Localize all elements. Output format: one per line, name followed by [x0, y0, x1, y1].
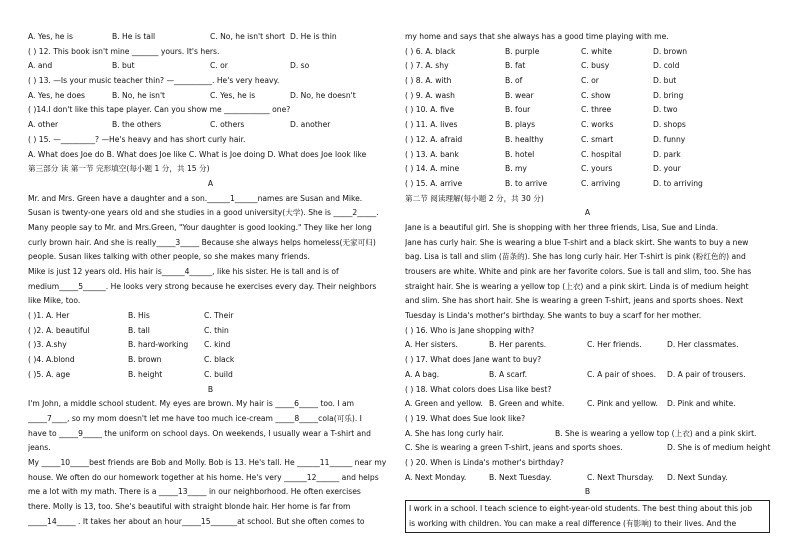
cloze-option: D. shops	[653, 120, 686, 130]
question-14: ( )14.I don't like this tape player. Can you show me ____________ one?	[28, 105, 291, 115]
cloze-option: C. or	[581, 76, 599, 86]
passage-line: straight hair. She is wearing a yellow top (上衣) and a pink skirt. Linda is of medium height	[405, 281, 749, 291]
passage-line: _____7____, so my mom doesn't let me have too much ice-cream _____8_____cola(可乐). I	[28, 413, 362, 423]
cloze-option: ( )5. A. age	[28, 369, 71, 379]
question-20: ( ) 20. When is Linda's mother's birthday?	[405, 457, 564, 467]
cloze-item	[28, 309, 393, 324]
question-17: ( ) 17. What does Jane want to buy?	[405, 355, 542, 365]
right-column	[405, 30, 770, 533]
cloze-option: ( )3. A.shy	[28, 340, 67, 350]
option-b: B. No, he isn't	[112, 90, 166, 100]
option-c: C. Pink and yellow.	[587, 399, 658, 409]
option-d: D. A pair of trousers.	[667, 369, 746, 379]
option-a: A. She has long curly hair.	[405, 428, 504, 438]
options-row: A. What does Joe do B. What does Joe like C. What is Joe doing D. What does Joe look like	[28, 149, 367, 159]
passage-line: Mr. and Mrs. Green have a daughter and a son.______1______names are Susan and Mike.	[28, 193, 363, 203]
passage-line: Tuesday is Linda's mother's birthday. She wants to buy a scarf for her mother.	[405, 311, 702, 321]
cloze-option: B. healthy	[505, 134, 544, 144]
passage-line: my home and says that she always has a good time playing with me.	[405, 32, 669, 41]
question-18: ( ) 18. What colors does Lisa like best?	[405, 384, 552, 394]
cloze-option: C. smart	[581, 134, 614, 144]
option-b: B. but	[112, 61, 135, 71]
cloze-item	[405, 133, 770, 148]
passage-line: Jane has curly hair. She is wearing a blue T-shirt and a black skirt. She wants to buy a new	[405, 237, 749, 247]
options-row	[28, 118, 393, 133]
cloze-option: ( ) 12. A. afraid	[405, 134, 463, 144]
cloze-option: ( ) 7. A. shy	[405, 61, 449, 71]
passage-label: B	[207, 384, 214, 394]
passage-line: Many people say to Mr. and Mrs.Green, "Your daughter is good looking." They like her long	[28, 222, 372, 232]
cloze-option: C. black	[204, 355, 235, 365]
cloze-item	[28, 324, 393, 339]
option-c: C. others	[210, 120, 245, 130]
options-row	[405, 338, 770, 353]
option-b: B. Next Tuesday.	[489, 472, 552, 482]
cloze-option: B. brown	[128, 355, 162, 365]
cloze-option: ( )4. A.blond	[28, 355, 75, 365]
passage-line: people. Susan likes talking with other people, so she makes many friends.	[28, 252, 310, 262]
passage-line: medium_____5______. He looks very strong because he exercises every day. Their neighbors	[28, 281, 377, 291]
passage-line: curly brown hair. And she is really_____3_____ Because she always helps homeless(无家可归)	[28, 237, 376, 247]
question-19: ( ) 19. What does Sue look like?	[405, 413, 526, 423]
passage-line: have to _____9_____ the uniform on school days. On weekends, I usually wear a T-shirt and	[28, 428, 371, 438]
cloze-option: ( ) 14. A. mine	[405, 164, 460, 174]
passage-label: A	[207, 178, 214, 188]
option-d: D. so	[290, 61, 310, 71]
cloze-option: D. to arriving	[653, 178, 703, 188]
option-c: C. Yes, he is	[210, 90, 256, 100]
question-12: ( ) 12. This book isn't mine _______ yours. It's hers.	[28, 46, 220, 56]
passage-label: A	[584, 208, 591, 218]
cloze-item	[405, 118, 770, 133]
cloze-option: ( ) 6. A. black	[405, 46, 456, 56]
cloze-b-options	[405, 45, 770, 192]
cloze-option: B. hard-working	[128, 340, 189, 350]
cloze-option: C. three	[581, 105, 612, 115]
cloze-option: D. cold	[653, 61, 680, 71]
options-row	[405, 397, 770, 412]
option-c: C. Next Thursday.	[587, 472, 654, 482]
option-a: A. Next Monday.	[405, 472, 467, 482]
option-b: B. He is tall	[112, 32, 156, 41]
option-c: C. A pair of shoes.	[587, 369, 657, 379]
options-row	[28, 89, 393, 104]
cloze-option: B. height	[128, 369, 163, 379]
passage-line: like Mike, too.	[28, 296, 81, 306]
reading-passage-a	[405, 221, 770, 324]
cloze-option: C. Their	[204, 311, 234, 321]
passage-line: bag. Lisa is tall and slim (苗条的). She has long curly hair. Her T-shirt is pink (粉红色的) and	[405, 252, 746, 262]
section-heading: 第三部分 读 第一节 完形填空(每小题 1 分，共 15 分)	[28, 164, 210, 174]
passage-line: me a lot with my math. There is a _____13_____ in our neighborhood. He often exercises	[28, 487, 361, 497]
cloze-option: ( ) 10. A. five	[405, 105, 455, 115]
cloze-option: B. of	[505, 76, 523, 86]
cloze-option: C. show	[581, 90, 611, 100]
passage-line: My _____10_____best friends are Bob and Molly. Bob is 13. He's tall. He ______11______ near my	[28, 457, 387, 467]
passage-line: trousers are white. White and pink are her favorite colors. Sue is tall and slim, too. She has	[405, 267, 752, 276]
question-15: ( ) 15. —_________? —He's heavy and has short curly hair.	[28, 134, 246, 144]
cloze-option: B. His	[128, 311, 150, 321]
cloze-item	[405, 74, 770, 89]
option-c: C. No, he isn't short	[210, 32, 286, 41]
passage-line: there. Molly is 13, too. She's beautiful with straight blonde hair. Her home is far from	[28, 502, 351, 511]
option-b: B. A scarf.	[489, 369, 528, 379]
passage-line: _____14_____ . It takes her about an hour_____15_______at school. But she often comes to	[28, 516, 365, 526]
cloze-item	[405, 89, 770, 104]
cloze-option: ( )1. A. Her	[28, 311, 70, 321]
passage-a	[28, 192, 393, 310]
left-column	[28, 30, 393, 529]
option-d: D. He is thin	[290, 32, 337, 41]
options-row	[405, 427, 770, 442]
option-c: C. Her friends.	[587, 340, 642, 350]
cloze-option: B. fat	[505, 61, 526, 71]
cloze-option: B. to arrive	[505, 178, 548, 188]
option-c: C. or	[210, 61, 228, 71]
cloze-item	[405, 45, 770, 60]
options-row	[405, 441, 770, 456]
question-16: ( ) 16. Who is Jane shopping with?	[405, 325, 535, 335]
passage-line: and slim. She has short hair. She is wearing a green T-shirt, jeans and sports shoes. Next	[405, 296, 744, 306]
cloze-option: D. but	[653, 76, 677, 86]
option-d: D. No, he doesn't	[290, 90, 356, 100]
passage-line: Jane is a beautiful girl. She is shopping with her three friends, Lisa, Sue and Linda.	[405, 222, 719, 232]
option-a: A. Yes, he is	[28, 32, 73, 41]
question-13: ( ) 13. —Is your music teacher thin? —__________. He's very heavy.	[28, 76, 280, 86]
passage-line: I work in a school. I teach science to eight-year-old students. The best thing about this job	[409, 504, 753, 513]
cloze-option: C. build	[204, 369, 233, 379]
cloze-option: D. park	[653, 149, 681, 159]
cloze-option: C. thin	[204, 325, 229, 335]
option-b: B. Her parents.	[489, 340, 547, 350]
cloze-option: C. arriving	[581, 178, 621, 188]
option-b: B. Green and white.	[489, 399, 565, 409]
passage-line: jeans.	[28, 443, 51, 453]
passage-line: house. We often do our homework together at his home. He's very ______12______ and helps	[28, 472, 379, 482]
cloze-option: B. tall	[128, 325, 150, 335]
options-row	[28, 30, 393, 45]
cloze-item	[405, 162, 770, 177]
section-heading: 第二节 阅读理解(每小题 2 分，共 30 分)	[405, 193, 544, 203]
option-a: A. other	[28, 120, 59, 130]
option-d: D. Next Sunday.	[667, 472, 728, 482]
cloze-option: ( ) 11. A. lives	[405, 120, 458, 130]
cloze-option: ( )2. A. beautiful	[28, 325, 90, 335]
cloze-option: D. brown	[653, 46, 688, 56]
option-a: A. and	[28, 61, 53, 71]
cloze-a-options	[28, 309, 393, 382]
cloze-option: D. funny	[653, 134, 686, 144]
cloze-option: ( ) 9. A. wash	[405, 90, 455, 100]
boxed-passage-b	[405, 500, 770, 533]
option-d: D. She is of medium height	[667, 443, 771, 453]
cloze-option: B. my	[505, 164, 527, 174]
cloze-item	[28, 353, 393, 368]
cloze-option: C. white	[581, 46, 612, 56]
cloze-option: C. busy	[581, 61, 610, 71]
cloze-option: C. hospital	[581, 149, 622, 159]
cloze-option: C. kind	[204, 340, 231, 350]
cloze-option: D. your	[653, 164, 681, 174]
option-d: D. another	[290, 120, 331, 130]
cloze-option: ( ) 8. A. with	[405, 76, 452, 86]
cloze-option: ( ) 13. A. bank	[405, 149, 459, 159]
option-d: D. Her classmates.	[667, 340, 739, 350]
option-d: D. Pink and white.	[667, 399, 736, 409]
option-a: A. Yes, he does	[28, 90, 85, 100]
passage-line: is working with children. You can make a real difference (有影响) to their lives. And the	[409, 518, 737, 528]
option-b: B. the others	[112, 120, 162, 130]
cloze-item	[405, 59, 770, 74]
cloze-item	[405, 177, 770, 192]
option-c: C. She is wearing a green T-shirt, jeans and sports shoes.	[405, 443, 623, 453]
option-a: A. Green and yellow.	[405, 399, 483, 409]
option-b: B. She is wearing a yellow top (上衣) and a pink skirt.	[555, 428, 757, 438]
passage-line: Susan is twenty-one years old and she studies in a good university(大学). She is _____2_____.	[28, 208, 379, 218]
options-row	[405, 368, 770, 383]
cloze-item	[28, 338, 393, 353]
cloze-option: B. wear	[505, 90, 534, 100]
cloze-item	[405, 148, 770, 163]
options-row	[28, 59, 393, 74]
cloze-option: D. two	[653, 105, 678, 115]
cloze-option: B. purple	[505, 46, 540, 56]
cloze-item	[28, 368, 393, 383]
cloze-item	[405, 103, 770, 118]
cloze-option: D. bring	[653, 90, 684, 100]
passage-line: Mike is just 12 years old. His hair is______4______, like his sister. He is tall and is of	[28, 267, 339, 276]
cloze-option: ( ) 15. A. arrive	[405, 178, 463, 188]
cloze-option: B. plays	[505, 120, 536, 130]
passage-line: I'm John, a middle school student. My eyes are brown. My hair is _____6_____ too. I am	[28, 399, 355, 409]
cloze-option: B. four	[505, 105, 531, 115]
option-a: A. A bag.	[405, 369, 440, 379]
cloze-option: C. yours	[581, 164, 613, 174]
option-a: A. Her sisters.	[405, 340, 458, 350]
passage-label: B	[584, 487, 591, 497]
cloze-option: B. hotel	[505, 149, 535, 159]
passage-b	[28, 397, 393, 529]
options-row	[405, 471, 770, 486]
cloze-option: C. works	[581, 120, 614, 130]
